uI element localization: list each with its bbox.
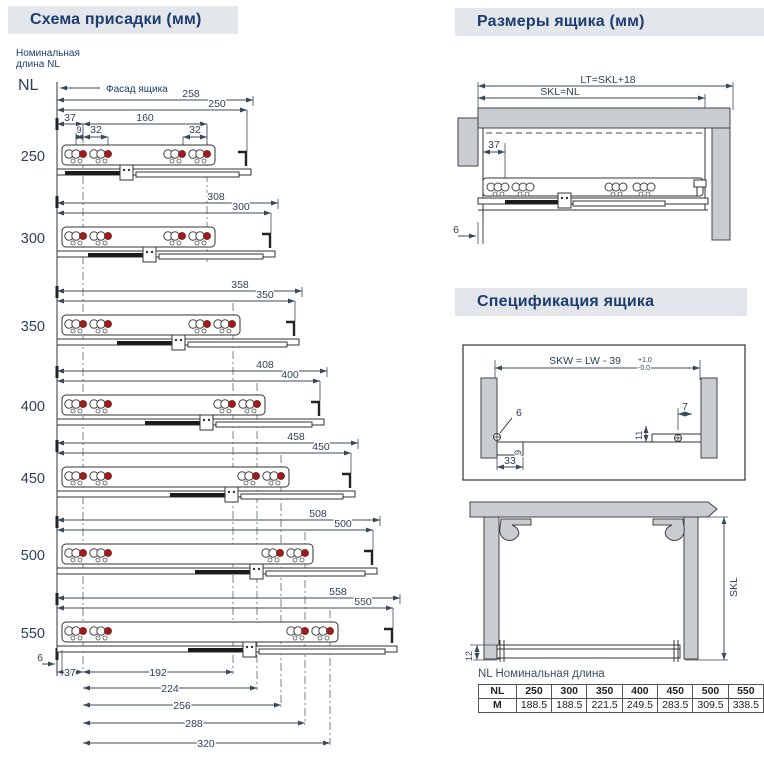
dim-224: 224 [161, 683, 179, 695]
dim-320: 320 [197, 738, 215, 750]
table-cell: 300 [552, 685, 587, 699]
dim-inner-450: 450 [312, 441, 330, 453]
nl-m-table [478, 684, 764, 713]
spec-left-side [481, 378, 497, 458]
left-section-title: Схема присадки (мм) [8, 6, 238, 34]
slide-row-350 [21, 279, 302, 350]
right-post [684, 517, 698, 659]
dim-outer-300: 308 [207, 191, 225, 203]
nl-label-400: 400 [20, 399, 45, 415]
table-cell: 283.5 [658, 699, 693, 713]
dim-12: 12 [464, 650, 474, 661]
table-cell: 350 [587, 685, 622, 699]
slide-row-250 [21, 88, 253, 180]
top-board [470, 502, 717, 517]
dim-32b: 32 [189, 124, 201, 136]
gap-dim-6-right [453, 222, 483, 244]
dim-9: 9 [76, 125, 82, 135]
table-header-m: M [479, 699, 517, 713]
slide-row-400 [21, 359, 327, 430]
left-post [484, 517, 499, 659]
dim-7: 7 [682, 401, 688, 413]
dim-outer-500: 508 [309, 508, 327, 520]
dim-outer-350: 358 [231, 279, 249, 291]
right-hook [653, 519, 684, 540]
table-cell: 221.5 [587, 699, 622, 713]
dim-11: 11 [634, 430, 644, 440]
table-cell: 188.5 [552, 699, 587, 713]
dim-inner-350: 350 [256, 289, 274, 301]
drawer-spec-title: Спецификация ящика [455, 288, 747, 316]
table-cell: 309.5 [693, 699, 728, 713]
dim-lt: LT=SKL+18 [580, 74, 636, 86]
dim-skl-nl: SKL=NL [540, 86, 580, 98]
table-header-nl: NL [479, 685, 517, 699]
drilling-scheme [16, 48, 400, 750]
dim-33: 33 [504, 455, 516, 467]
nl-label-550: 550 [20, 626, 45, 642]
table-row-m [479, 699, 764, 713]
nominal-length-note2: длина NL [16, 59, 60, 70]
dim-inner-250: 250 [208, 98, 226, 110]
tolerance-minus: -0.0 [638, 365, 651, 372]
table-row-nl [479, 685, 764, 699]
table-cell: 188.5 [516, 699, 551, 713]
nl-label-350: 350 [20, 319, 45, 335]
dim-9-spec: 9 [513, 449, 523, 455]
cabinet-right-panel [712, 128, 730, 240]
drawer-front-view [464, 502, 740, 662]
svg-text:6: 6 [453, 224, 459, 236]
dim-inner-500: 500 [334, 518, 352, 530]
table-cell: 450 [658, 685, 693, 699]
table-caption: NL Номинальная длина [478, 668, 605, 680]
bottom-rail [497, 645, 680, 658]
dim-288: 288 [185, 718, 203, 730]
dim-inner-400: 400 [281, 369, 299, 381]
dim-outer-550: 558 [329, 586, 347, 598]
nominal-length-note: Номинальная [16, 48, 80, 59]
drawer-sizes-title: Размеры ящика (мм) [455, 8, 764, 36]
dim-32a: 32 [90, 124, 102, 136]
spec-right-side [701, 378, 717, 458]
slide-row-550 [21, 586, 400, 657]
table-cell: 338.5 [728, 699, 763, 713]
dim-6-spec: 6 [516, 407, 522, 419]
svg-text:6: 6 [37, 652, 43, 664]
dim-37-bottom: 37 [64, 667, 76, 679]
bottom-dims [57, 667, 330, 750]
nl-axis-label: NL [18, 77, 39, 94]
nl-label-500: 500 [20, 548, 45, 564]
drawer-spec-diagram [463, 345, 745, 480]
left-hook [500, 519, 531, 540]
dim-37-top: 37 [64, 112, 76, 124]
dim-outer-250: 258 [182, 88, 200, 100]
cabinet-top-panel [478, 108, 730, 128]
tolerance-plus: +1.0 [638, 357, 652, 364]
table-cell: 550 [728, 685, 763, 699]
table-cell: 400 [622, 685, 657, 699]
dim-skw: SKW = LW - 39 [549, 355, 621, 367]
table-cell: 250 [516, 685, 551, 699]
dim-skl-front: SKL [728, 577, 740, 597]
dim-inner-300: 300 [232, 201, 250, 213]
drawer-sizes-diagram [453, 74, 733, 244]
dim-outer-400: 408 [256, 359, 274, 371]
nl-label-250: 250 [20, 149, 45, 165]
nl-label-450: 450 [20, 471, 45, 487]
nl-label-300: 300 [20, 231, 45, 247]
table-cell: 249.5 [622, 699, 657, 713]
slide-row-300 [21, 191, 278, 262]
slide-row-500 [21, 508, 380, 579]
dim-256: 256 [173, 700, 191, 712]
slide-assembly-right [478, 178, 708, 210]
dim-outer-450: 458 [287, 431, 305, 443]
drawer-front-panel [458, 118, 478, 166]
table-cell: 500 [693, 685, 728, 699]
dim-37-right: 37 [488, 139, 500, 151]
dim-inner-550: 550 [354, 596, 372, 608]
dim-192: 192 [149, 667, 167, 679]
slide-row-450 [21, 431, 358, 502]
dim-160: 160 [136, 112, 154, 124]
facade-label: Фасад ящика [106, 84, 168, 95]
